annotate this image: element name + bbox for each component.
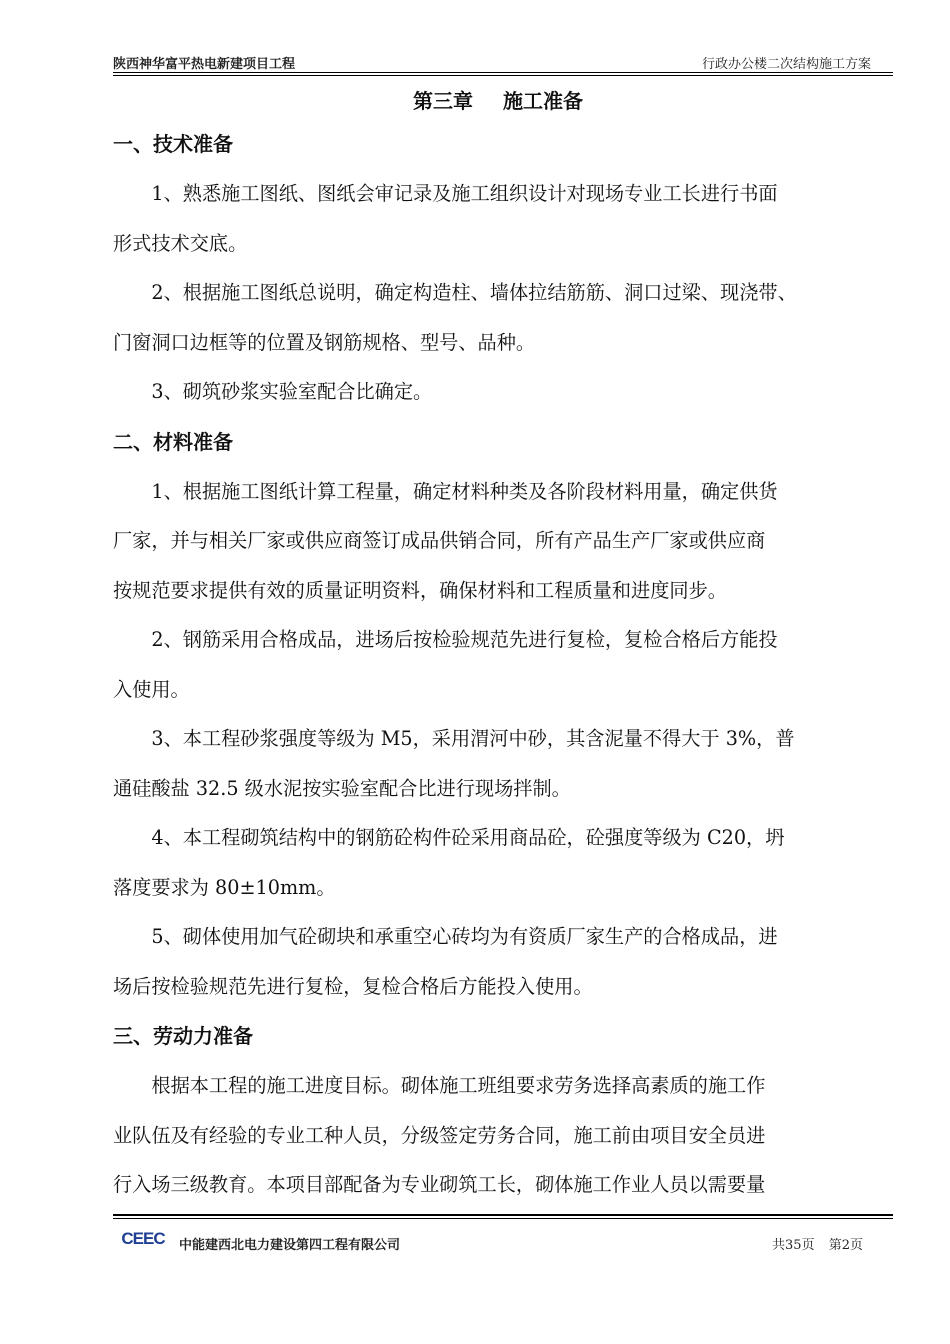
header-rule-thin <box>113 75 893 76</box>
chapter-title <box>113 83 883 119</box>
paragraph-line: 1、熟悉施工图纸、图纸会审记录及施工组织设计对现场专业工长进行书面 <box>151 182 778 205</box>
current-page: 第2页 <box>828 1238 863 1253</box>
paragraph-line: 2、根据施工图纸总说明，确定构造柱、墙体拉结筋筋、洞口过梁、现浇带、 <box>151 281 797 304</box>
paragraph-line: 2、钢筋采用合格成品，进场后按检验规范先进行复检，复检合格后方能投 <box>151 628 778 651</box>
page-counter <box>772 1234 863 1253</box>
page-header <box>113 53 893 73</box>
paragraph-line: 1、根据施工图纸计算工程量，确定材料种类及各阶段材料用量，确定供货 <box>151 479 778 503</box>
paragraph-line: 入使用。 <box>113 677 190 701</box>
footer-company-name: 中能建西北电力建设第四工程有限公司 <box>179 1238 401 1253</box>
company-logo-icon <box>118 1227 168 1249</box>
paragraph-line: 场后按检验规范先进行复检，复检合格后方能投入使用。 <box>113 974 593 998</box>
footer-rule <box>113 1214 893 1216</box>
paragraph-line: 形式技术交底。 <box>113 231 248 255</box>
paragraph-line: 厂家，并与相关厂家或供应商签订成品供销合同，所有产品生产厂家或供应商 <box>113 529 766 552</box>
header-rule <box>113 72 893 73</box>
section-heading-labor: 三、劳动力准备 <box>113 1024 253 1048</box>
paragraph-line: 4、本工程砌筑结构中的钢筋砼构件砼采用商品砼，砼强度等级为 C20，坍 <box>151 826 785 849</box>
paragraph-line: 3、砌筑砂浆实验室配合比确定。 <box>151 380 433 403</box>
section-heading-material: 二、材料准备 <box>113 429 233 454</box>
paragraph-line: 通硅酸盐 32.5 级水泥按实验室配合比进行现场拌制。 <box>113 776 571 800</box>
chapter-number: 第三章 <box>413 89 473 113</box>
paragraph-line: 行入场三级教育。本项目部配备为专业砌筑工长，砌体施工作业人员以需要量 <box>113 1173 766 1196</box>
section-heading-tech: 一、技术准备 <box>113 132 233 156</box>
paragraph-line: 5、砌体使用加气砼砌块和承重空心砖均为有资质厂家生产的合格成品，进 <box>151 925 778 948</box>
paragraph-line: 按规范要求提供有效的质量证明资料，确保材料和工程质量和进度同步。 <box>113 578 727 602</box>
header-document-title: 行政办公楼二次结构施工方案 <box>701 57 871 72</box>
paragraph-line: 3、本工程砂浆强度等级为 M5，采用渭河中砂，其含泥量不得大于 3%，普 <box>151 727 795 750</box>
header-project-name: 陕西神华富平热电新建项目工程 <box>113 57 296 72</box>
page-body <box>113 78 883 1210</box>
paragraph-line: 根据本工程的施工进度目标。砌体施工班组要求劳务选择高素质的施工作 <box>151 1074 766 1097</box>
svg-text:CEEC: CEEC <box>121 1229 165 1248</box>
paragraph-line: 门窗洞口边框等的位置及钢筋规格、型号、品种。 <box>113 330 536 354</box>
total-pages: 共35页 <box>772 1238 815 1253</box>
paragraph-line: 落度要求为 80±10mm。 <box>113 875 336 899</box>
chapter-name: 施工准备 <box>503 89 583 113</box>
footer-rule-thin <box>113 1218 893 1219</box>
page-footer <box>113 1214 893 1262</box>
paragraph-line: 业队伍及有经验的专业工种人员，分级签定劳务合同，施工前由项目安全员进 <box>113 1123 766 1147</box>
